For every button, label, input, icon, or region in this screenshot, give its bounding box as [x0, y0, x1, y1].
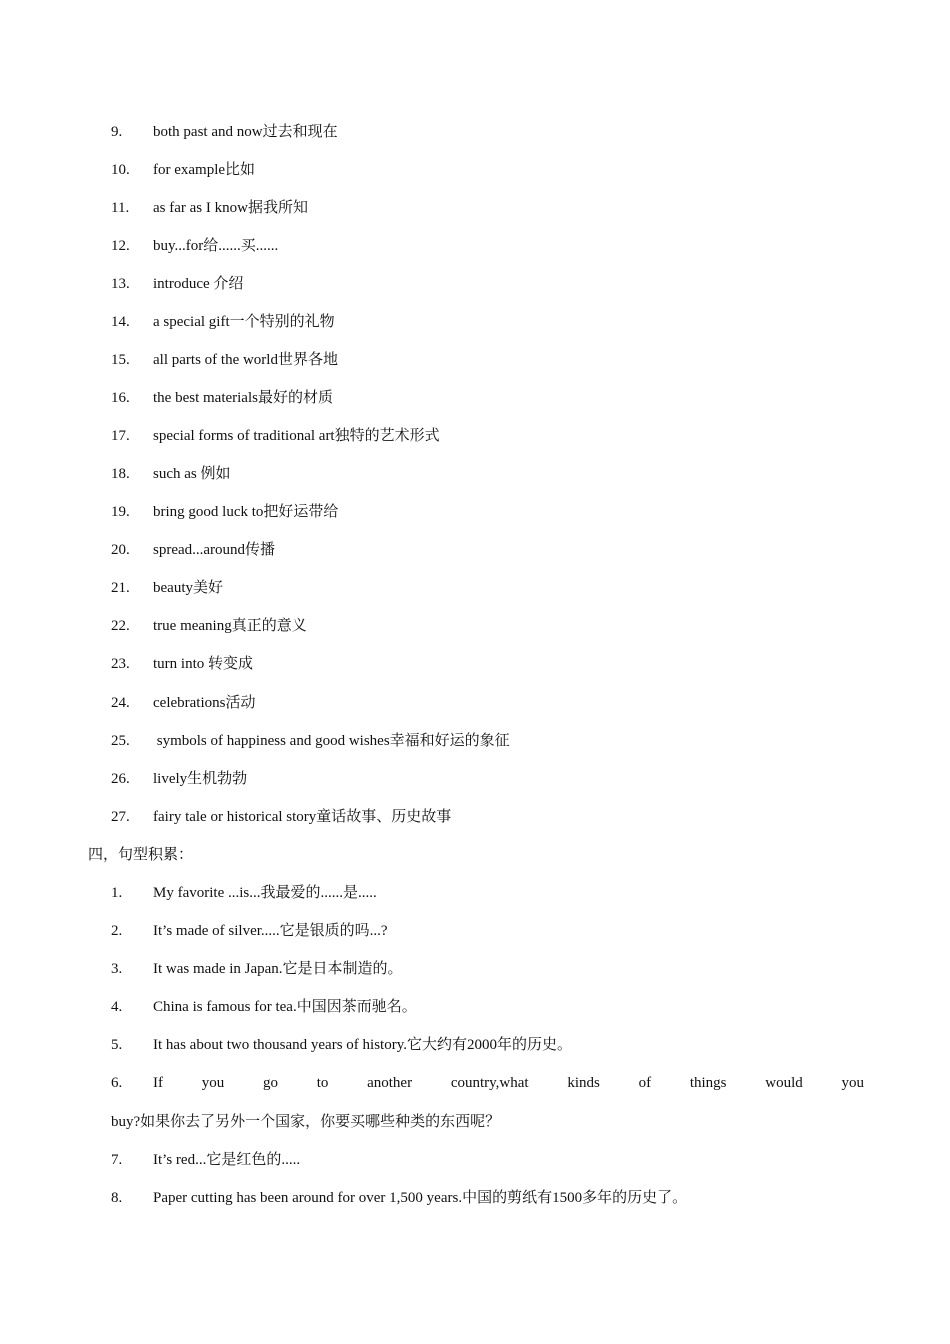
word: would [765, 1075, 803, 1091]
item-text: true meaning真正的意义 [153, 618, 307, 634]
item-text: a special gift一个特别的礼物 [153, 314, 335, 330]
item-number: 21. [111, 580, 130, 596]
item-text: lively生机勃勃 [153, 771, 248, 787]
item-number: 3. [111, 961, 123, 977]
item-text: symbols of happiness and good wishes幸福和好运的象征 [153, 733, 510, 749]
item-text: as far as I know据我所知 [153, 200, 308, 216]
item-number: 7. [111, 1152, 123, 1168]
item-text: celebrations活动 [153, 695, 256, 711]
item-text: all parts of the world世界各地 [153, 352, 338, 368]
item-number: 24. [111, 695, 130, 711]
item-number: 11. [111, 200, 130, 216]
word: country,what [450, 1075, 529, 1091]
word: of [638, 1075, 652, 1091]
item-number: 18. [111, 466, 130, 482]
item-text: such as 例如 [153, 466, 231, 482]
item-text: spread...around传播 [153, 542, 276, 558]
item-text: for example比如 [153, 162, 256, 178]
item-number: 1. [111, 885, 123, 901]
item-text: the best materials最好的材质 [153, 390, 333, 406]
item-text: bring good luck to把好运带给 [153, 504, 339, 520]
item-number: 12. [111, 238, 130, 254]
section-heading: 四，句型积累： [88, 847, 194, 863]
item-text: It’s made of silver.....它是银质的吗...? [153, 923, 388, 939]
item-text: both past and now过去和现在 [153, 124, 338, 140]
word: you [201, 1075, 225, 1091]
item-number: 27. [111, 809, 130, 825]
item-number: 19. [111, 504, 130, 520]
item-text: special forms of traditional art独特的艺术形式 [153, 428, 440, 444]
item-number: 26. [111, 771, 130, 787]
item-text: It’s red...它是红色的..... [153, 1152, 301, 1168]
item-number: 15. [111, 352, 130, 368]
item-number: 4. [111, 999, 123, 1015]
item-number: 9. [111, 124, 123, 140]
item-number: 17. [111, 428, 130, 444]
item-number: 20. [111, 542, 130, 558]
word: another [367, 1075, 413, 1091]
item-number: 22. [111, 618, 130, 634]
item-number: 6. [111, 1075, 123, 1091]
item-text: buy...for给......买...... [153, 238, 279, 254]
item-text: China is famous for tea.中国因茶而驰名。 [153, 999, 417, 1015]
word: If [153, 1075, 163, 1091]
item-text: beauty美好 [153, 580, 223, 596]
sentence-continuation: buy?如果你去了另外一个国家，你要买哪些种类的东西呢？ [111, 1114, 501, 1130]
word: go [262, 1075, 278, 1091]
item-number: 25. [111, 733, 130, 749]
item-number: 2. [111, 923, 123, 939]
word: kinds [567, 1075, 600, 1091]
item-number: 23. [111, 656, 130, 672]
item-text: turn into 转变成 [153, 656, 253, 672]
word: to [316, 1075, 329, 1091]
item-number: 5. [111, 1037, 123, 1053]
word: things [689, 1075, 727, 1091]
item-text: Paper cutting has been around for over 1,500 years.中国的剪纸有1500多年的历史了。 [153, 1190, 688, 1206]
word: you [841, 1075, 864, 1091]
item-text: fairy tale or historical story童话故事、历史故事 [153, 809, 452, 825]
item-number: 10. [111, 162, 130, 178]
item-text: My favorite ...is...我最爱的......是..... [153, 885, 377, 901]
item-number: 14. [111, 314, 130, 330]
item-number: 13. [111, 276, 130, 292]
item-text: introduce 介绍 [153, 276, 244, 292]
item-number: 16. [111, 390, 130, 406]
item-text: It was made in Japan.它是日本制造的。 [153, 961, 403, 977]
item-text: It has about two thousand years of history.它大约有2000年的历史。 [153, 1037, 572, 1053]
item-number: 8. [111, 1190, 123, 1206]
justified-sentence [153, 1073, 864, 1093]
